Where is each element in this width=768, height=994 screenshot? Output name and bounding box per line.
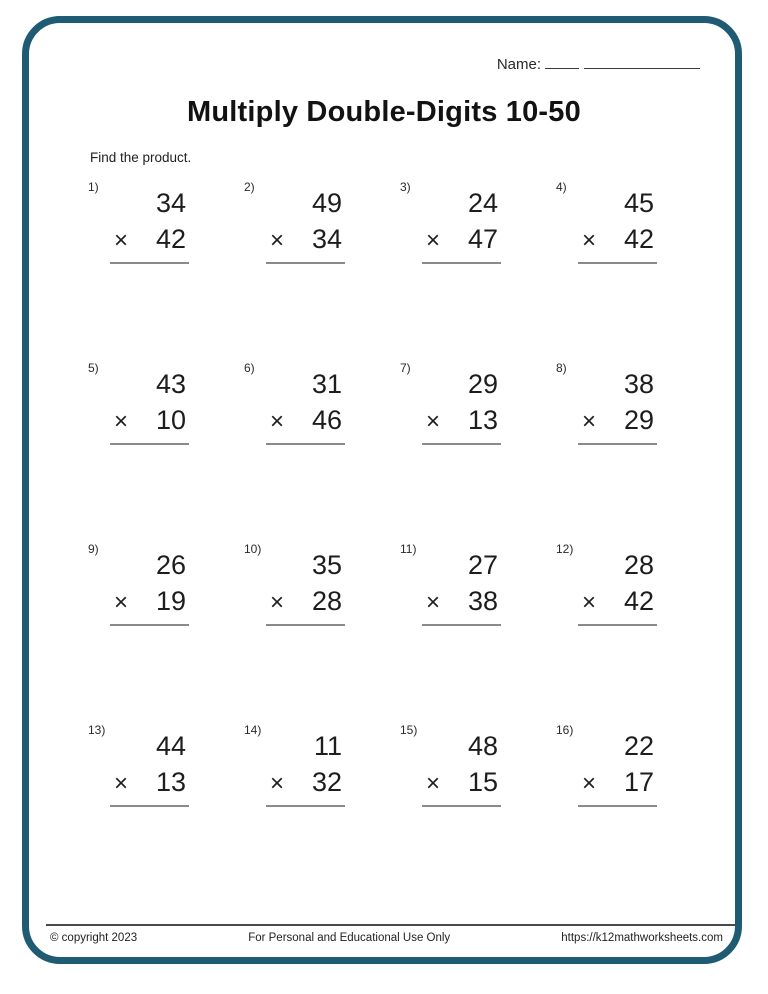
multiplicand: 34 (155, 188, 186, 218)
multiplier-row (425, 221, 499, 257)
footer-copyright: © copyright 2023 (50, 932, 138, 944)
problem-number: 8) (556, 361, 567, 375)
problem-cell (556, 359, 712, 540)
problem-work (425, 728, 499, 853)
multiplier: 15 (467, 767, 498, 798)
answer-area[interactable] (113, 807, 187, 853)
multiply-icon: × (426, 770, 441, 798)
answer-area[interactable] (425, 445, 499, 491)
answer-area[interactable] (581, 807, 655, 853)
multiplicand: 28 (623, 550, 654, 580)
multiplier-row (581, 402, 655, 438)
problem-work (425, 185, 499, 310)
problem-number: 11) (400, 542, 417, 556)
multiplier: 13 (155, 767, 186, 798)
multiplier: 17 (623, 767, 654, 798)
multiply-icon: × (426, 227, 441, 255)
multiply-icon: × (270, 589, 285, 617)
multiply-icon: × (270, 408, 285, 436)
problem-work (581, 366, 655, 491)
problem-cell (88, 721, 244, 902)
problem-work (581, 185, 655, 310)
problem-cell (244, 721, 400, 902)
answer-area[interactable] (269, 807, 343, 853)
problem-number: 7) (400, 361, 411, 375)
problem-number: 14) (244, 723, 262, 737)
multiplier-row (425, 402, 499, 438)
problem-number: 6) (244, 361, 255, 375)
multiplicand: 49 (311, 188, 342, 218)
problem-work (113, 547, 187, 672)
problem-number: 4) (556, 180, 567, 194)
multiply-icon: × (114, 589, 129, 617)
problem-number: 15) (400, 723, 418, 737)
multiply-icon: × (270, 770, 285, 798)
problem-number: 3) (400, 180, 411, 194)
problem-work (581, 547, 655, 672)
problem-number: 1) (88, 180, 99, 194)
multiplier: 32 (311, 767, 342, 798)
multiplier: 13 (467, 405, 498, 436)
problem-number: 5) (88, 361, 99, 375)
problem-cell (556, 540, 712, 721)
answer-area[interactable] (113, 626, 187, 672)
problem-cell (244, 540, 400, 721)
multiplicand: 11 (313, 731, 342, 761)
multiplier-row (269, 764, 343, 800)
problem-work (581, 728, 655, 853)
multiplier: 34 (311, 224, 342, 255)
multiplier-row (425, 583, 499, 619)
problem-cell (88, 178, 244, 359)
answer-area[interactable] (581, 264, 655, 310)
multiply-icon: × (582, 408, 597, 436)
footer (50, 932, 723, 944)
multiplier: 42 (623, 224, 654, 255)
multiplier-row (113, 583, 187, 619)
multiplicand: 44 (155, 731, 186, 761)
multiply-icon: × (426, 589, 441, 617)
answer-area[interactable] (269, 626, 343, 672)
problem-work (113, 728, 187, 853)
multiply-icon: × (270, 227, 285, 255)
problem-cell (556, 721, 712, 902)
multiplier: 10 (155, 405, 186, 436)
multiplier-row (113, 221, 187, 257)
problem-cell (88, 359, 244, 540)
multiplicand: 31 (311, 369, 342, 399)
multiplier: 47 (467, 224, 498, 255)
multiplier-row (581, 221, 655, 257)
problem-cell (400, 359, 556, 540)
multiply-icon: × (426, 408, 441, 436)
problem-cell (244, 178, 400, 359)
multiplier-row (269, 221, 343, 257)
footer-url: https://k12mathworksheets.com (561, 932, 723, 944)
multiplier: 46 (311, 405, 342, 436)
multiplier-row (113, 402, 187, 438)
footer-divider (46, 924, 735, 926)
page-title: Multiply Double-Digits 10-50 (187, 96, 581, 128)
multiply-icon: × (582, 227, 597, 255)
answer-area[interactable] (269, 445, 343, 491)
answer-area[interactable] (425, 264, 499, 310)
multiplicand: 35 (311, 550, 342, 580)
multiply-icon: × (114, 227, 129, 255)
name-label: Name: (496, 56, 541, 73)
multiplicand: 24 (467, 188, 498, 218)
multiplicand: 45 (623, 188, 654, 218)
name-blank-line[interactable] (545, 54, 579, 69)
multiplier: 42 (623, 586, 654, 617)
problem-work (113, 185, 187, 310)
multiplicand: 26 (155, 550, 186, 580)
multiplier: 38 (467, 586, 498, 617)
multiplicand: 38 (623, 369, 654, 399)
answer-area[interactable] (581, 626, 655, 672)
problem-number: 2) (244, 180, 255, 194)
problem-number: 10) (244, 542, 262, 556)
multiplier-row (269, 402, 343, 438)
problem-work (269, 547, 343, 672)
multiplicand: 27 (467, 550, 498, 580)
problems-grid (88, 178, 712, 902)
problem-work (425, 366, 499, 491)
problem-work (269, 728, 343, 853)
problem-number: 13) (88, 723, 106, 737)
multiply-icon: × (582, 770, 597, 798)
multiply-icon: × (114, 770, 129, 798)
multiplicand: 29 (467, 369, 498, 399)
problem-number: 9) (88, 542, 99, 556)
multiply-icon: × (582, 589, 597, 617)
problem-cell (400, 178, 556, 359)
problem-cell (400, 721, 556, 902)
answer-area[interactable] (425, 626, 499, 672)
answer-area[interactable] (581, 445, 655, 491)
answer-area[interactable] (113, 264, 187, 310)
instruction-text: Find the product. (90, 150, 192, 165)
answer-area[interactable] (425, 807, 499, 853)
multiplier-row (581, 764, 655, 800)
multiplicand: 43 (155, 369, 186, 399)
problem-work (113, 366, 187, 491)
multiplicand: 22 (623, 731, 654, 761)
multiplier-row (269, 583, 343, 619)
problem-work (269, 185, 343, 310)
name-row (497, 54, 700, 73)
multiplier-row (425, 764, 499, 800)
problem-cell (244, 359, 400, 540)
multiplier-row (113, 764, 187, 800)
problem-cell (88, 540, 244, 721)
multiplicand: 48 (467, 731, 498, 761)
answer-area[interactable] (269, 264, 343, 310)
multiply-icon: × (114, 408, 129, 436)
multiplier-row (581, 583, 655, 619)
problem-cell (556, 178, 712, 359)
problem-work (269, 366, 343, 491)
multiplier: 19 (155, 586, 186, 617)
multiplier: 29 (623, 405, 654, 436)
answer-area[interactable] (113, 445, 187, 491)
name-blank-line[interactable] (584, 54, 700, 69)
problem-number: 12) (556, 542, 574, 556)
multiplier: 28 (311, 586, 342, 617)
footer-usage: For Personal and Educational Use Only (248, 932, 451, 944)
problem-number: 16) (556, 723, 574, 737)
problem-work (425, 547, 499, 672)
problem-cell (400, 540, 556, 721)
multiplier: 42 (155, 224, 186, 255)
